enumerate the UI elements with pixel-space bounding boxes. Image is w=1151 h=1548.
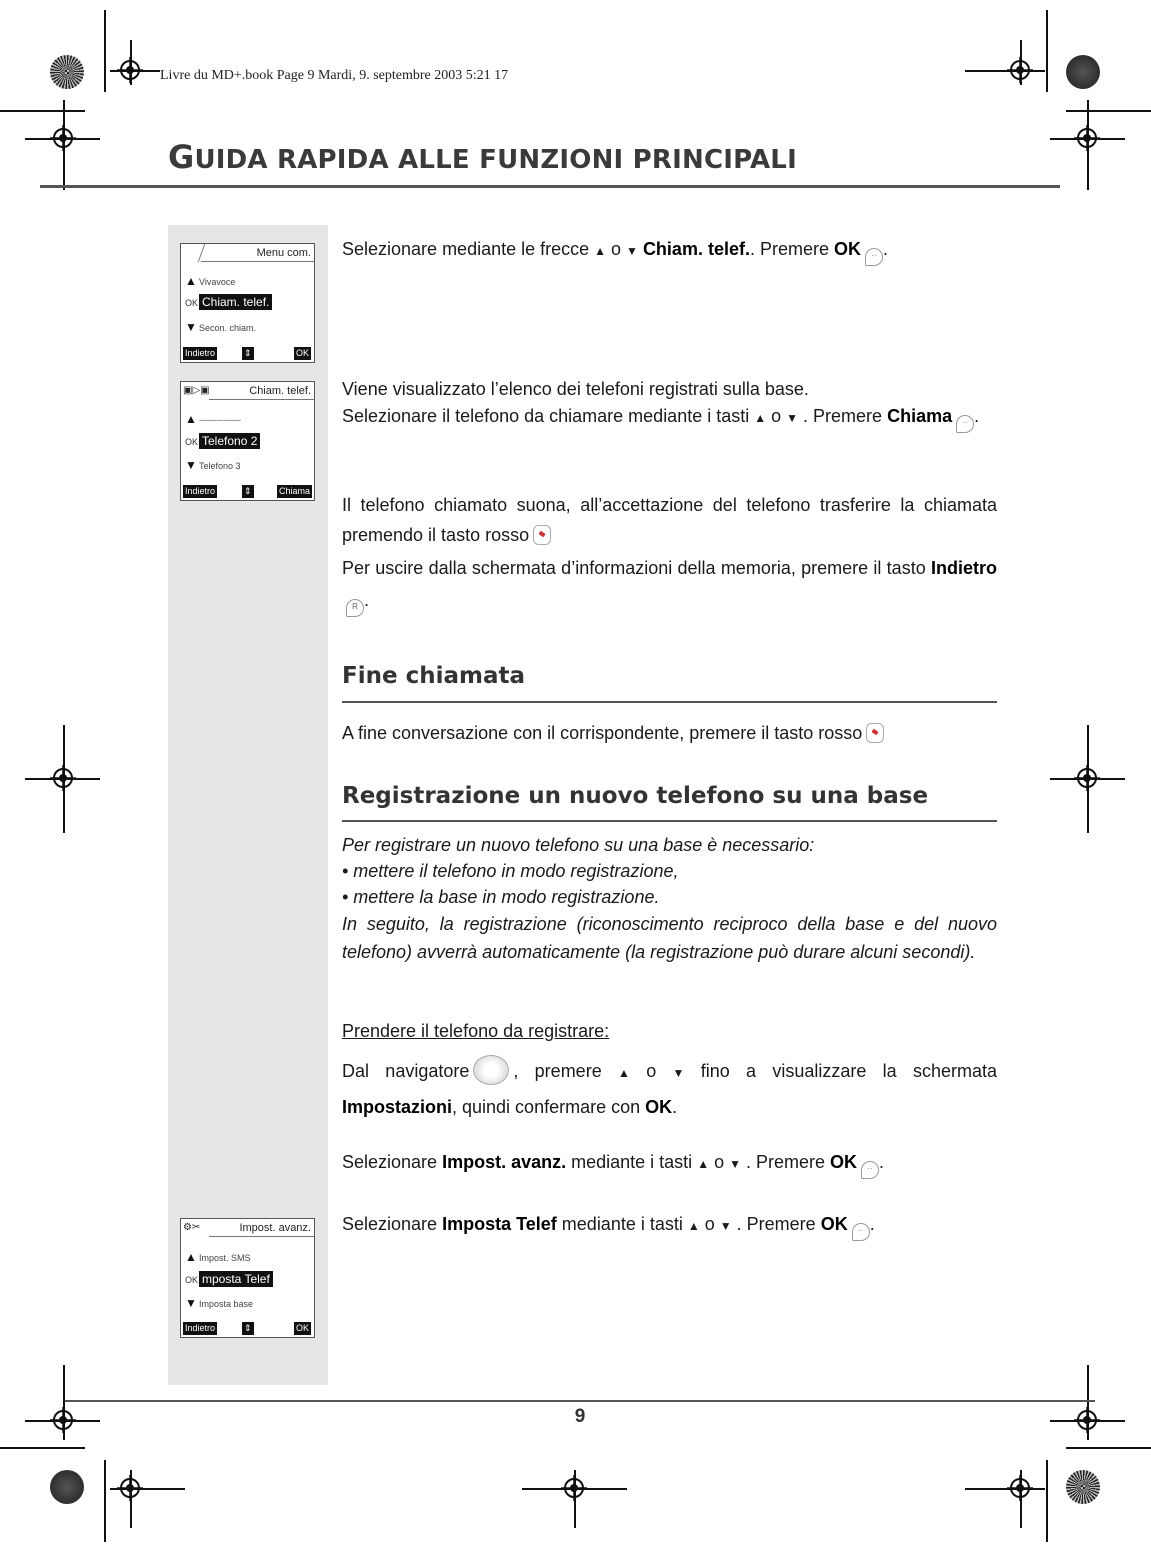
softkey-right: Chiama — [278, 486, 310, 496]
settings-tools-icon: ⚙✂ — [183, 1222, 201, 1233]
up-arrow-icon: ▲ — [185, 274, 197, 288]
section-rule — [342, 820, 997, 822]
softkey-icon: ·· — [852, 1223, 870, 1241]
down-arrow-icon: ▼ — [185, 320, 197, 334]
page-title — [168, 138, 797, 176]
page-number: 9 — [574, 1406, 586, 1427]
screen-row: Telefono 3 — [199, 461, 241, 471]
phone-screen-settings — [180, 1218, 315, 1338]
instruction-transfer: Il telefono chiamato suona, all’accettazione del telefono trasferire la chiamata premendo il tasto rosso — [342, 495, 997, 545]
screen-header: Impost. avanz. — [239, 1222, 311, 1234]
phone-screen-menu — [180, 243, 315, 363]
phone-screen-call — [180, 381, 315, 501]
page-title-initial: G — [168, 138, 195, 176]
screen-header: Menu com. — [256, 247, 311, 259]
page-title-rest: UIDA RAPIDA ALLE FUNZIONI PRINCIPALI — [194, 145, 797, 175]
screen-row: Vivavoce — [199, 277, 236, 287]
handset-list-icon: ▣▷▣ — [183, 385, 210, 396]
down-arrow-icon: ▼ — [729, 1157, 741, 1171]
instruction-navigator: Dal navigatore , premere ▲ o ▼ fino a visualizzare la schermata Impostazioni, quindi confermare con OK. — [342, 1054, 997, 1124]
screen-row: -------------- — [199, 415, 241, 425]
screen-header: Chiam. telef. — [249, 385, 311, 397]
print-slug: Livre du MD+.book Page 9 Mardi, 9. septembre 2003 5:21 17 — [160, 68, 509, 83]
softkey-right: OK — [295, 1323, 309, 1333]
nav-updown-icon: ⇕ — [242, 485, 254, 498]
down-arrow-icon: ▼ — [626, 244, 638, 258]
screen-row-selected: mposta Telef — [199, 1271, 273, 1287]
registration-intro: Per registrare un nuovo telefono su una base è necessario: • mettere il telefono in modo registrazione, • mettere la base in modo registrazione. In seguito, la registrazione (riconoscimento reciproco della base e del nuovo telefono) avverrà automaticamente (la registrazione può durare alcuni secondi). — [342, 835, 997, 962]
footer-rule — [65, 1400, 1095, 1402]
down-arrow-icon: ▼ — [185, 1296, 197, 1310]
instruction-select-call: Selezionare mediante le frecce ▲ o ▼ Chiam. telef.. Premere OK ·· . — [342, 237, 997, 266]
nav-updown-icon: ⇕ — [242, 1322, 254, 1335]
up-arrow-icon: ▲ — [185, 412, 197, 426]
softkey-left: Indietro — [185, 486, 216, 496]
instruction-advanced-settings: Selezionare Impost. avanz. mediante i tasti ▲ o ▼ . Premere OK ·· . — [342, 1150, 997, 1179]
instruction-back: Per uscire dalla schermata d’informazioni della memoria, premere il tasto IndietroR . — [342, 552, 997, 617]
ok-indicator: OK — [185, 298, 199, 308]
down-arrow-icon: ▼ — [661, 1066, 696, 1080]
title-rule — [40, 185, 1060, 188]
ok-indicator: OK — [185, 437, 199, 447]
softkey-icon: ·· — [861, 1161, 879, 1179]
section-rule — [342, 701, 997, 703]
softkey-icon: ·· — [956, 415, 974, 433]
down-arrow-icon: ▼ — [786, 411, 799, 425]
screen-row: Imposta base — [199, 1299, 254, 1309]
up-arrow-icon: ▲ — [594, 244, 607, 258]
down-arrow-icon: ▼ — [185, 458, 197, 472]
instruction-end-call: A fine conversazione con il corrispondente, premere il tasto rosso — [342, 721, 997, 745]
nav-updown-icon: ⇕ — [242, 347, 254, 360]
instruction-select-phone: Viene visualizzato l’elenco dei telefoni registrati sulla base. Selezionare il telefono da chiamare mediante i tasti ▲ o ▼ . Premere Chiama ·· . — [342, 376, 997, 433]
back-key-icon: R — [346, 599, 364, 617]
softkey-left: Indietro — [185, 348, 216, 358]
screen-row: Secon. chiam. — [199, 323, 257, 333]
instruction-phone-settings: Selezionare Imposta Telef mediante i tasti ▲ o ▼ . Premere OK ·· . — [342, 1212, 997, 1241]
softkey-icon: ·· — [865, 248, 883, 266]
screen-row-selected: Chiam. telef. — [199, 294, 272, 310]
up-arrow-icon: ▲ — [606, 1066, 642, 1080]
up-arrow-icon: ▲ — [687, 1219, 700, 1233]
up-arrow-icon: ▲ — [697, 1157, 710, 1171]
screen-row: Impost. SMS — [199, 1253, 251, 1263]
section-heading-registration: Registrazione un nuovo telefono su una base — [342, 783, 929, 809]
navigator-icon — [473, 1055, 509, 1085]
screen-row-selected: Telefono 2 — [199, 433, 260, 449]
up-arrow-icon: ▲ — [754, 411, 767, 425]
red-end-key-icon — [533, 525, 551, 545]
red-end-key-icon — [866, 723, 884, 743]
softkey-left: Indietro — [185, 1323, 216, 1333]
ok-indicator: OK — [185, 1275, 199, 1285]
up-arrow-icon: ▲ — [185, 1250, 197, 1264]
softkey-right: OK — [295, 348, 309, 358]
subheading-take-phone: Prendere il telefono da registrare: — [342, 1021, 610, 1041]
section-heading-end-call: Fine chiamata — [342, 663, 525, 689]
down-arrow-icon: ▼ — [719, 1219, 732, 1233]
